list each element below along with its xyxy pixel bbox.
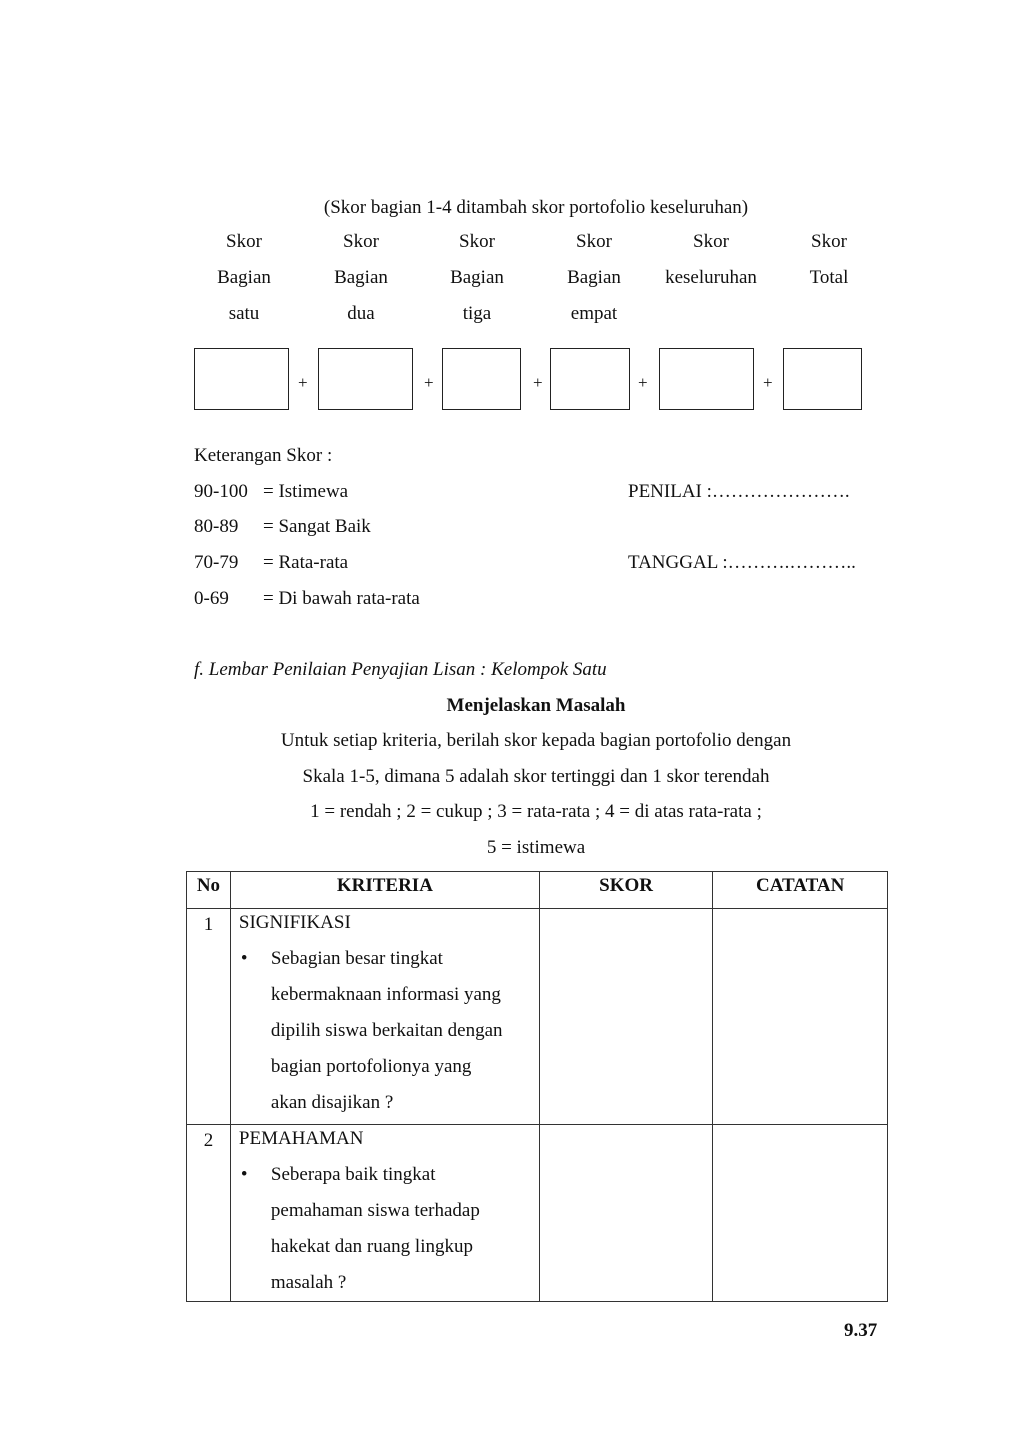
criteria-text-line: bagian portofolionya yang (270, 1056, 472, 1077)
criteria-title: PEMAHAMAN (238, 1128, 364, 1149)
score-column-total (769, 224, 889, 296)
plus-operator: + (424, 373, 434, 392)
score-column-keseluruhan (651, 224, 771, 296)
plus-operator: + (638, 373, 648, 392)
instruction-line: Untuk setiap kriteria, berilah skor kepada bagian portofolio dengan (280, 730, 792, 751)
table-row (187, 1125, 888, 1302)
section-heading: f. Lembar Penilaian Penyajian Lisan : Kelompok Satu (194, 659, 607, 680)
bullet-icon: • (240, 1164, 248, 1185)
score-column-line: Skor (343, 231, 379, 252)
header-no: No (187, 872, 231, 909)
legend-description: = Sangat Baik (263, 516, 371, 537)
tanggal-field[interactable]: TANGGAL :……….……….. (628, 552, 856, 573)
plus-operator: + (533, 373, 543, 392)
score-column-line: Skor (226, 231, 262, 252)
table-header-row (187, 872, 888, 909)
criteria-text-line: masalah ? (270, 1272, 347, 1293)
score-column-bagian-tiga (417, 224, 537, 332)
score-column-line: empat (570, 303, 618, 324)
legend-description: = Di bawah rata-rata (263, 588, 420, 609)
criteria-table (186, 871, 888, 1302)
criteria-text-line: dipilih siswa berkaitan dengan (270, 1020, 503, 1041)
table-row (187, 909, 888, 1125)
score-column-line: Bagian (217, 267, 271, 288)
score-formula-note: (Skor bagian 1-4 ditambah skor portofolio keseluruhan) (323, 197, 749, 218)
header-kriteria: KRITERIA (230, 872, 539, 909)
instruction-line: 5 = istimewa (486, 837, 586, 858)
bullet-icon: • (240, 948, 248, 969)
legend-range: 90-100 (194, 481, 248, 502)
penilai-field[interactable]: PENILAI :…………………. (628, 481, 850, 502)
score-column-line: Skor (811, 231, 847, 252)
legend-range: 70-79 (194, 552, 239, 573)
score-column-line: dua (347, 303, 375, 324)
score-box-total[interactable] (783, 348, 862, 410)
score-column-line: Bagian (450, 267, 504, 288)
plus-operator: + (763, 373, 773, 392)
criteria-cell (230, 909, 539, 1125)
legend-range: 0-69 (194, 588, 229, 609)
score-box-bagian-tiga[interactable] (442, 348, 521, 410)
instruction-line: Skala 1-5, dimana 5 adalah skor tertinggi dan 1 skor terendah (302, 766, 770, 787)
criteria-text-line: Sebagian besar tingkat (270, 948, 443, 969)
header-skor: SKOR (539, 872, 712, 909)
score-box-bagian-satu[interactable] (194, 348, 289, 410)
score-column-line: Skor (459, 231, 495, 252)
section-title: Menjelaskan Masalah (446, 695, 626, 716)
score-box-bagian-dua[interactable] (318, 348, 413, 410)
score-column-line: keseluruhan (665, 267, 757, 288)
skor-cell[interactable] (539, 909, 712, 1125)
score-column-line: Bagian (334, 267, 388, 288)
score-column-line: Skor (576, 231, 612, 252)
legend-range: 80-89 (194, 516, 239, 537)
score-column-line: tiga (462, 303, 492, 324)
instruction-line: 1 = rendah ; 2 = cukup ; 3 = rata-rata ; 4 = di atas rata-rata ; (310, 801, 762, 822)
score-column-line: Bagian (567, 267, 621, 288)
score-box-bagian-empat[interactable] (550, 348, 630, 410)
criteria-text-line: akan disajikan ? (270, 1092, 394, 1113)
score-box-keseluruhan[interactable] (659, 348, 754, 410)
skor-cell[interactable] (539, 1125, 712, 1302)
criteria-bullet-item (231, 1157, 539, 1301)
score-column-line: satu (228, 303, 260, 324)
score-column-bagian-dua (301, 224, 421, 332)
criteria-text-line: kebermaknaan informasi yang (270, 984, 501, 1005)
row-number: 2 (187, 1125, 231, 1302)
legend-description: = Istimewa (263, 481, 349, 502)
criteria-bullet-item (231, 941, 539, 1121)
page-number: 9.37 (844, 1320, 878, 1341)
plus-operator: + (298, 373, 308, 392)
criteria-text-line: pemahaman siswa terhadap (270, 1200, 480, 1221)
score-column-bagian-satu (184, 224, 304, 332)
score-column-line: Skor (693, 231, 729, 252)
criteria-text-line: hakekat dan ruang lingkup (270, 1236, 473, 1257)
score-column-line: Total (809, 267, 849, 288)
criteria-text-line: Seberapa baik tingkat (270, 1164, 436, 1185)
criteria-cell (230, 1125, 539, 1302)
catatan-cell[interactable] (713, 1125, 888, 1302)
row-number: 1 (187, 909, 231, 1125)
legend-description: = Rata-rata (263, 552, 349, 573)
legend-title: Keterangan Skor : (194, 445, 333, 466)
header-catatan: CATATAN (713, 872, 888, 909)
catatan-cell[interactable] (713, 909, 888, 1125)
score-column-bagian-empat (534, 224, 654, 332)
criteria-title: SIGNIFIKASI (238, 912, 351, 933)
